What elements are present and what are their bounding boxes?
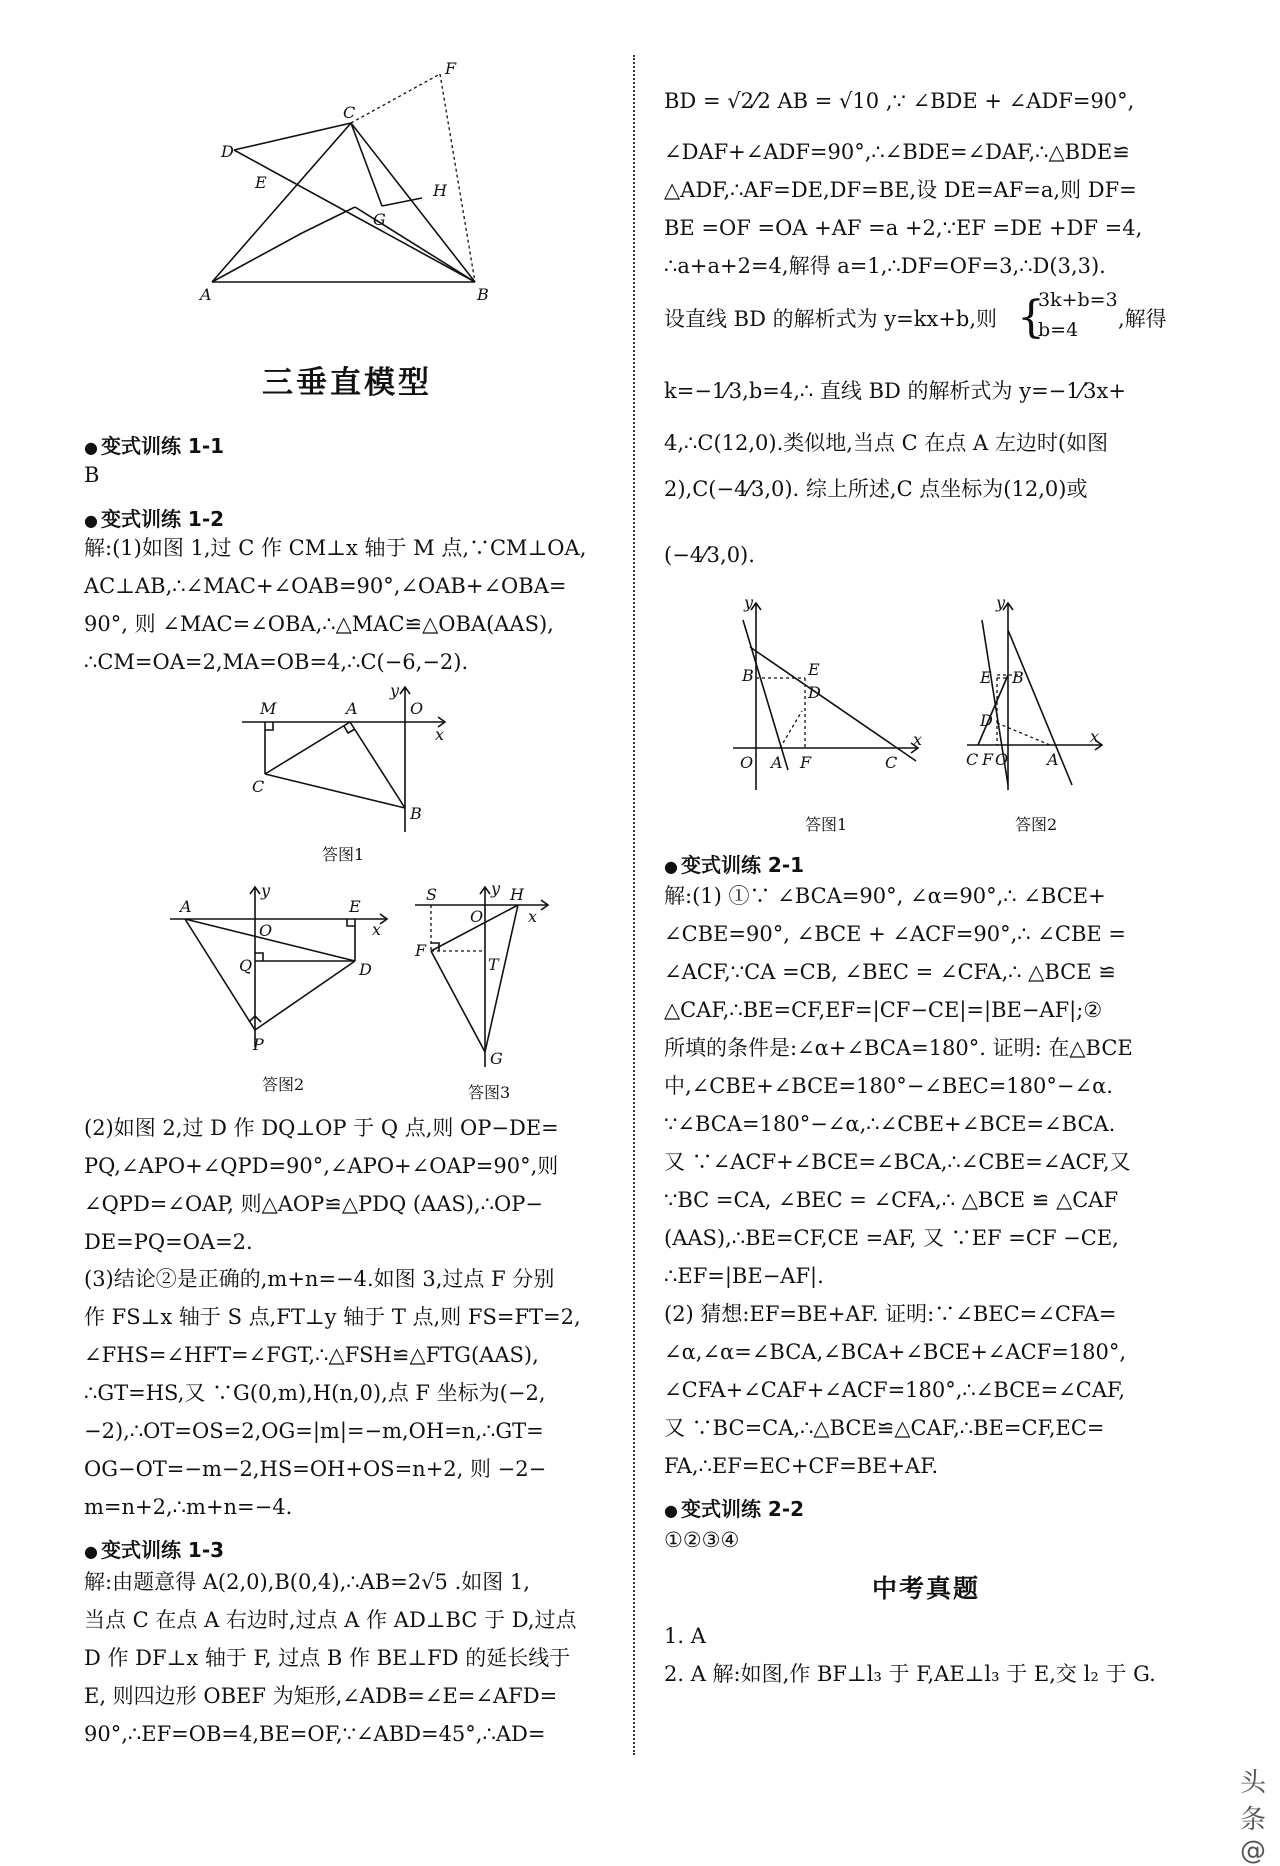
text-line: 解:由题意得 A(2,0),B(0,4),∴AB=2√5 .如图 1, <box>84 1570 530 1594</box>
text-line: 2. A 解:如图,作 BF⊥l₃ 于 F,AE⊥l₃ 于 E,交 l₂ 于 G. <box>664 1662 1156 1686</box>
section-title: 三垂直模型 <box>262 365 432 401</box>
text-line: 4,∴C(12,0).类似地,当点 C 在点 A 左边时(如图 <box>664 431 1109 455</box>
text-line: −2),∴OT=OS=2,OG=|m|=−m,OH=n,∴GT= <box>84 1419 544 1443</box>
label-A: A <box>771 753 783 772</box>
label-D: D <box>808 683 821 702</box>
text-line: 所填的条件是:∠α+∠BCA=180°. 证明: 在△BCE <box>664 1036 1133 1060</box>
label-F: F <box>800 753 812 772</box>
text-line: 中,∠CBE+∠BCE=180°−∠BEC=180°−∠α. <box>664 1074 1113 1098</box>
label-O: O <box>740 753 754 772</box>
text-line: 90°,∴EF=OB=4,BE=OF,∵∠ABD=45°,∴AD= <box>84 1722 546 1746</box>
figure-3 <box>410 882 550 1072</box>
text-line: (3)结论②是正确的,m+n=−4.如图 3,过点 F 分别 <box>84 1267 555 1291</box>
label-A: A <box>1047 750 1059 769</box>
label-B: B <box>477 285 489 304</box>
exercise-2-1-label: ● 变式训练 2-1 <box>664 849 804 878</box>
label-H: H <box>433 181 447 200</box>
text-line: ∵∠BCA=180°−∠α,∴∠CBE+∠BCE=∠BCA. <box>664 1112 1116 1136</box>
text-line: 又 ∵BC=CA,∴△BCE≌△CAF,∴BE=CF,EC= <box>664 1416 1105 1440</box>
exercise-2-2-answer: ①②③④ <box>664 1528 740 1552</box>
text-line: ∠QPD=∠OAP, 则△AOP≌△PDQ (AAS),∴OP− <box>84 1192 543 1216</box>
label-x: x <box>435 725 445 744</box>
exercise-1-3-label: ● 变式训练 1-3 <box>84 1534 224 1563</box>
label-D: D <box>980 711 993 730</box>
text-line: ∠DAF+∠ADF=90°,∴∠BDE=∠DAF,∴△BDE≌ <box>664 140 1130 164</box>
text-line: ∠FHS=∠HFT=∠FGT,∴△FSH≌△FTG(AAS), <box>84 1343 539 1367</box>
graph-answer-1 <box>728 595 928 795</box>
exercise-1-1-answer: B <box>84 463 100 487</box>
text-line: BE =OF =OA +AF =a +2,∵EF =DE +DF =4, <box>664 216 1143 240</box>
label-F: F <box>415 941 427 960</box>
label-G: G <box>373 210 386 229</box>
watermark: 头条 @ <box>1240 1768 1267 1866</box>
text-line: DE=PQ=OA=2. <box>84 1230 253 1254</box>
system-eq-2: b=4 <box>1038 319 1079 341</box>
text-line: △CAF,∴BE=CF,EF=|CF−CE|=|BE−AF|;② <box>664 998 1103 1022</box>
figure-1 <box>230 682 460 847</box>
text-line: (2)如图 2,过 D 作 DQ⊥OP 于 Q 点,则 OP−DE= <box>84 1116 559 1140</box>
exercise-1-1-label: ● 变式训练 1-1 <box>84 430 224 459</box>
text-line: 90°, 则 ∠MAC=∠OBA,∴△MAC≌△OBA(AAS), <box>84 612 554 636</box>
text-line: ∠ACF,∵CA =CB, ∠BEC = ∠CFA,∴ △BCE ≌ <box>664 960 1116 984</box>
label-A: A <box>346 699 358 718</box>
text-line: ∵BC =CA, ∠BEC = ∠CFA,∴ △BCE ≌ △CAF <box>664 1188 1119 1212</box>
system-eq-1: 3k+b=3 <box>1038 289 1118 311</box>
text-line: 1. A <box>664 1624 706 1648</box>
label-x: x <box>1090 727 1100 746</box>
text-line: 又 ∵∠ACF+∠BCE=∠BCA,∴∠CBE=∠ACF,又 <box>664 1150 1131 1174</box>
label-B: B <box>1012 668 1024 687</box>
label-E: E <box>808 660 820 679</box>
text-line: 解:(1) ①∵ ∠BCA=90°, ∠α=90°,∴ ∠BCE+ <box>664 884 1106 908</box>
text-line: 作 FS⊥x 轴于 S 点,FT⊥y 轴于 T 点,则 FS=FT=2, <box>84 1305 581 1329</box>
label-C: C <box>885 753 898 772</box>
text-line: (2) 猜想:EF=BE+AF. 证明:∵∠BEC=∠CFA= <box>664 1302 1117 1326</box>
text-line: ∴GT=HS,又 ∵G(0,m),H(n,0),点 F 坐标为(−2, <box>84 1381 546 1405</box>
text-line: ∴CM=OA=2,MA=OB=4,∴C(−6,−2). <box>84 650 469 674</box>
text-line: E, 则四边形 OBEF 为矩形,∠ADB=∠E=∠AFD= <box>84 1684 558 1708</box>
label-M: M <box>260 699 277 718</box>
text-line: ∴a+a+2=4,解得 a=1,∴DF=OF=3,∴D(3,3). <box>664 254 1106 278</box>
label-Q: Q <box>239 956 253 975</box>
graph-answer-2 <box>962 595 1107 795</box>
text-line: (−4⁄3,0). <box>664 543 755 567</box>
label-B: B <box>742 666 754 685</box>
label-y: y <box>491 882 501 898</box>
subsection-title: 中考真题 <box>872 1574 981 1603</box>
label-S: S <box>426 885 437 904</box>
label-O: O <box>410 699 424 718</box>
text-line: ∠α,∠α=∠BCA,∠BCA+∠BCE+∠ACF=180°, <box>664 1340 1127 1364</box>
label-y: y <box>390 682 400 700</box>
label-P: P <box>253 1035 264 1052</box>
label-y: y <box>744 595 754 612</box>
label-A: A <box>200 285 212 304</box>
text-line: 2),C(−4⁄3,0). 综上所述,C 点坐标为(12,0)或 <box>664 477 1088 501</box>
label-B: B <box>410 804 422 823</box>
label-G: G <box>490 1049 503 1068</box>
text-line: △ADF,∴AF=DE,DF=BE,设 DE=AF=a,则 DF= <box>664 178 1137 202</box>
label-E: E <box>255 173 267 192</box>
figure-top <box>195 60 495 305</box>
column-divider <box>633 55 635 1755</box>
label-H: H <box>510 885 524 904</box>
label-C: C <box>343 103 356 122</box>
label-A: A <box>180 897 192 916</box>
label-F: F <box>445 60 457 78</box>
label-O: O <box>259 921 273 940</box>
label-C: C <box>966 750 979 769</box>
label-C: C <box>252 777 265 796</box>
exercise-1-2-label: ● 变式训练 1-2 <box>84 503 224 532</box>
figure-2 <box>165 882 390 1052</box>
label-F: F <box>982 750 994 769</box>
text-line: ∠CBE=90°, ∠BCE + ∠ACF=90°,∴ ∠CBE = <box>664 922 1126 946</box>
text-line: FA,∴EF=EC+CF=BE+AF. <box>664 1454 939 1478</box>
text-line: k=−1⁄3,b=4,∴ 直线 BD 的解析式为 y=−1⁄3x+ <box>664 379 1126 403</box>
label-D: D <box>221 142 234 161</box>
text-line: ∴EF=|BE−AF|. <box>664 1264 824 1288</box>
graph-answer-2-caption: 答图2 <box>1015 815 1058 834</box>
figure-1-caption: 答图1 <box>322 845 365 864</box>
label-x: x <box>372 920 382 939</box>
figure-3-caption: 答图3 <box>468 1083 511 1102</box>
label-E: E <box>349 897 361 916</box>
text-line: PQ,∠APO+∠QPD=90°,∠APO+∠OAP=90°,则 <box>84 1154 559 1178</box>
graph-answer-1-caption: 答图1 <box>805 815 848 834</box>
figure-2-caption: 答图2 <box>262 1075 305 1094</box>
text-line: BD = √2⁄2 AB = √10 ,∵ ∠BDE + ∠ADF=90°, <box>664 89 1135 113</box>
text-line: m=n+2,∴m+n=−4. <box>84 1495 293 1519</box>
label-E: E <box>980 668 992 687</box>
label-y: y <box>996 595 1006 612</box>
text-line: (AAS),∴BE=CF,CE =AF, 又 ∵EF =CF −CE, <box>664 1226 1119 1250</box>
label-x: x <box>913 730 923 749</box>
text-line: AC⊥AB,∴∠MAC+∠OAB=90°,∠OAB+∠OBA= <box>84 574 567 598</box>
text-line: 设直线 BD 的解析式为 y=kx+b,则 <box>664 307 998 331</box>
exercise-2-2-label: ● 变式训练 2-2 <box>664 1493 804 1522</box>
text-line: D 作 DF⊥x 轴于 F, 过点 B 作 BE⊥FD 的延长线于 <box>84 1646 571 1670</box>
label-D: D <box>359 960 372 979</box>
label-y: y <box>261 882 271 900</box>
text-line: 当点 C 在点 A 右边时,过点 A 作 AD⊥BC 于 D,过点 <box>84 1608 577 1632</box>
label-x: x <box>528 907 538 926</box>
text-line: ∠CFA+∠CAF+∠ACF=180°,∴∠BCE=∠CAF, <box>664 1378 1125 1402</box>
text-line: 解:(1)如图 1,过 C 作 CM⊥x 轴于 M 点,∵CM⊥OA, <box>84 536 587 560</box>
label-O: O <box>470 907 484 926</box>
text-line: OG−OT=−m−2,HS=OH+OS=n+2, 则 −2− <box>84 1457 547 1481</box>
label-O: O <box>995 750 1009 769</box>
label-T: T <box>488 955 499 974</box>
brace: { <box>1017 292 1045 343</box>
text-line: ,解得 <box>1118 307 1167 331</box>
